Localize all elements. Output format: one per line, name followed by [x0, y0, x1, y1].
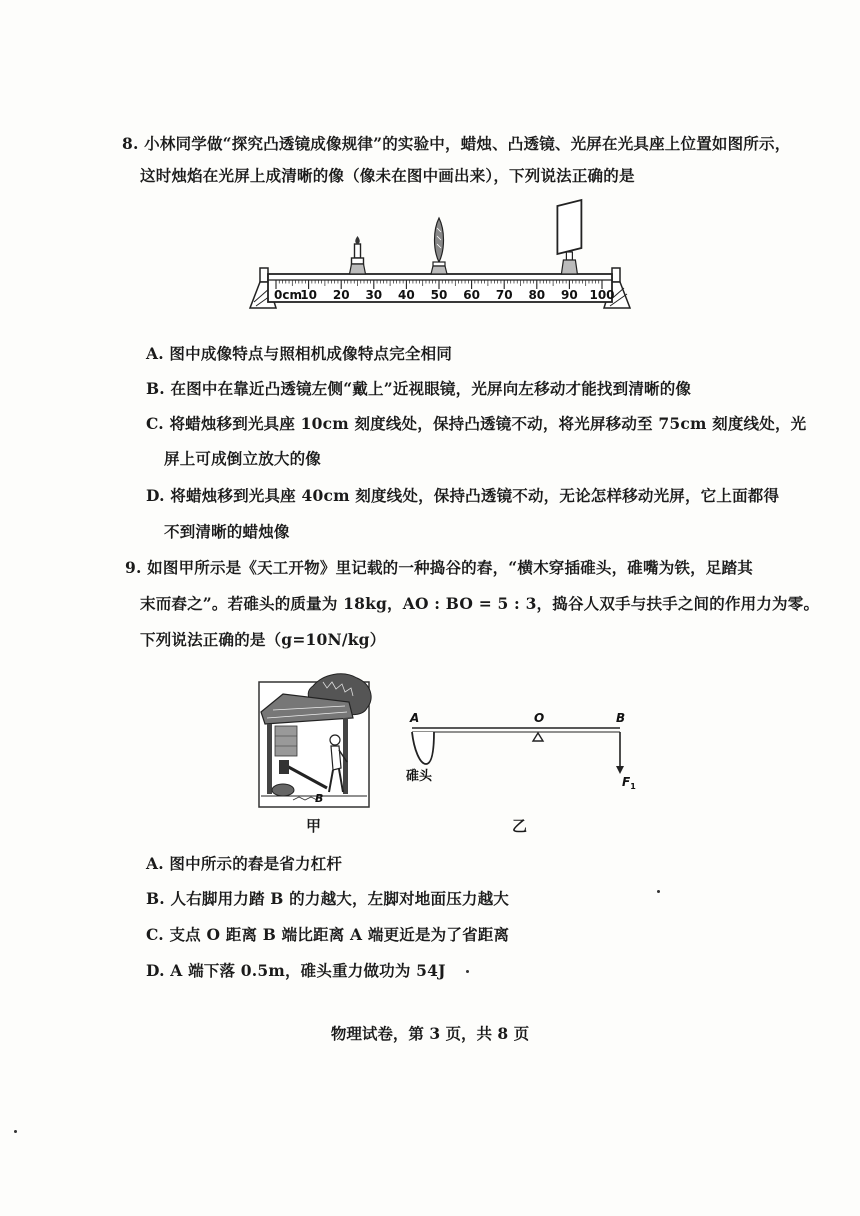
- lever-label-o: O: [534, 711, 545, 725]
- q9-stem-line3: 下列说法正确的是（g=10N/kg）: [140, 630, 386, 649]
- bench-tick-label: 60: [463, 288, 480, 302]
- fulcrum: [533, 733, 543, 741]
- bench-tick-label: 40: [398, 288, 415, 302]
- q9-option-a: A. 图中所示的舂是省力杠杆: [146, 854, 343, 873]
- q8-option-c-cont: 屏上可成倒立放大的像: [164, 449, 322, 468]
- q8-option-b: B. 在图中在靠近凸透镜左侧“戴上”近视眼镜，光屏向左移动才能找到清晰的像: [146, 379, 692, 398]
- q8-stem-line1: 8. 小林同学做“探究凸透镜成像规律”的实验中，蜡烛、凸透镜、光屏在光具座上位置如图所示，: [122, 134, 791, 153]
- scan-speck: [466, 970, 469, 973]
- tiangong-kaiwu-illustration: [253, 668, 378, 813]
- lever-label-force: $F_1$: [622, 775, 636, 791]
- bench-tick-label: 80: [528, 288, 546, 302]
- svg-text:B: B: [315, 792, 324, 805]
- q8-stem-line2: 这时烛焰在光屏上成清晰的像（像未在图中画出来），下列说法正确的是: [140, 166, 635, 185]
- bench-tick-label: 50: [430, 288, 448, 302]
- q8-option-d-cont: 不到清晰的蜡烛像: [164, 522, 290, 541]
- bench-tick-label: 20: [332, 288, 350, 302]
- q9-option-b: B. 人右脚用力踏 B 的力越大，左脚对地面压力越大: [146, 889, 509, 908]
- bench-tick-label: 10: [300, 288, 317, 302]
- page-footer: 物理试卷，第 3 页，共 8 页: [330, 1024, 530, 1043]
- bench-tick-label: 100: [589, 288, 615, 302]
- q9-option-d: D. A 端下落 0.5m，碓头重力做功为 54J: [146, 961, 446, 980]
- light-screen: [557, 200, 581, 274]
- scan-speck: [657, 890, 660, 893]
- lever-label-b: B: [616, 711, 626, 725]
- bench-tick-label: 30: [365, 288, 383, 302]
- q9-stem-line2: 末而舂之”。若碓头的质量为 18kg，AO : BO = 5 : 3，捣谷人双手与扶手之间的作用力为零。: [140, 594, 820, 613]
- convex-lens: [431, 218, 447, 274]
- q8-option-a: A. 图中成像特点与照相机成像特点完全相同: [146, 344, 453, 363]
- lever-diagram: [400, 708, 640, 798]
- q8-option-d: D. 将蜡烛移到光具座 40cm 刻度线处，保持凸透镜不动，无论怎样移动光屏，它上面都得: [146, 486, 780, 505]
- q8-option-c: C. 将蜡烛移到光具座 10cm 刻度线处，保持凸透镜不动，将光屏移动至 75cm 刻度线处，光: [146, 414, 807, 433]
- candle: [350, 236, 366, 274]
- bench-tick-label: 70: [495, 288, 513, 302]
- bench-unit-label: 0cm: [274, 288, 302, 302]
- lever-label-a: A: [410, 711, 420, 725]
- optical-bench-figure: [240, 198, 640, 318]
- scan-speck: [14, 1130, 17, 1133]
- fig-jia-caption: 甲: [306, 817, 322, 835]
- lever-label-head: 碓头: [406, 769, 433, 784]
- q9-option-c: C. 支点 O 距离 B 端比距离 A 端更近是为了省距离: [146, 925, 510, 944]
- q9-stem-line1: 9. 如图甲所示是《天工开物》里记载的一种捣谷的舂，“横木穿插碓头，碓嘴为铁，足踏其: [125, 558, 753, 577]
- fig-yi-caption: 乙: [512, 817, 528, 835]
- bench-tick-label: 90: [561, 288, 578, 302]
- pestle-head: [412, 732, 434, 764]
